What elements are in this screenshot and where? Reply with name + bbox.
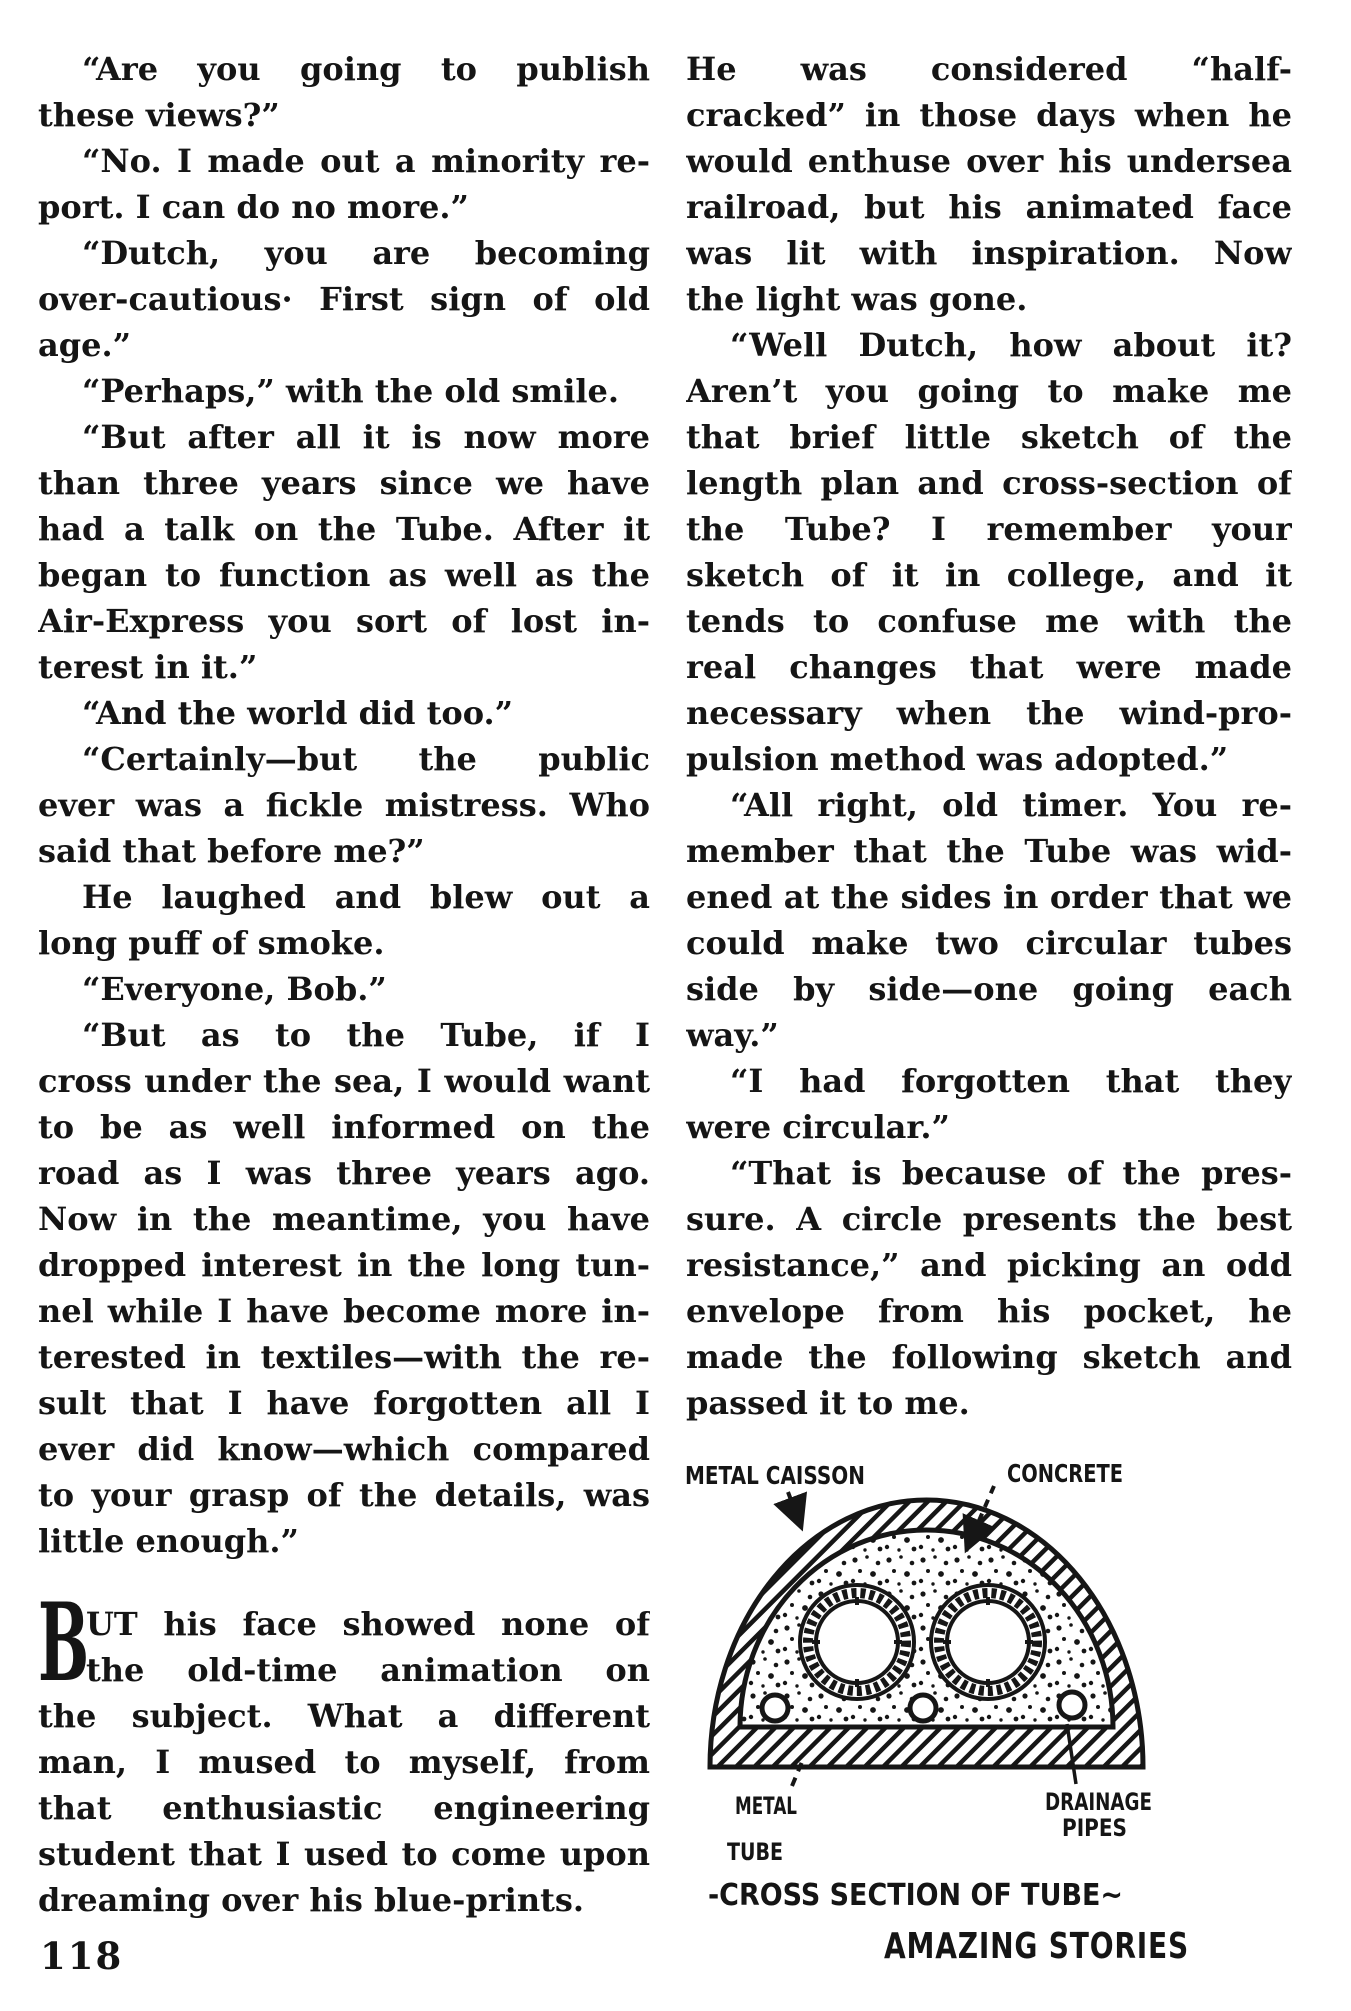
text-line: “And the world did too.”: [82, 694, 514, 732]
text-line: road as I was three years ago.: [38, 1154, 650, 1192]
metal-tube-left: [800, 1585, 914, 1699]
text-line: cross under the sea, I would want: [38, 1062, 650, 1100]
paragraph: [38, 230, 650, 368]
right-column-paragraphs: [686, 46, 1292, 1426]
text-line: side by side—one going each: [686, 970, 1292, 1008]
left-column: [38, 46, 650, 1923]
paragraph: [686, 1058, 1292, 1150]
text-line: Now in the meantime, you have: [38, 1200, 650, 1238]
text-line: the Tube? I remember your: [686, 510, 1292, 548]
text-line: UT his face showed none of: [86, 1605, 650, 1643]
paragraph: [38, 690, 650, 736]
drainage-pipe: [910, 1695, 936, 1721]
paragraph: [38, 414, 650, 690]
text-line: Aren’t you going to make me: [686, 372, 1292, 410]
metal-caisson-label: METAL CAISSON: [685, 1461, 865, 1490]
text-line: He laughed and blew out a: [82, 878, 650, 916]
text-line: port. I can do no more.”: [38, 188, 469, 226]
left-column-paragraphs: [38, 46, 650, 1564]
text-line: tends to confuse me with the: [686, 602, 1292, 640]
text-line: “I had forgotten that they: [730, 1062, 1292, 1100]
text-line: sult that I have forgotten all I: [38, 1384, 650, 1422]
text-line: little enough.”: [38, 1522, 299, 1560]
text-line: member that the Tube was wid-: [686, 832, 1292, 870]
text-line: terested in textiles—with the re-: [38, 1338, 650, 1376]
paragraph: [686, 46, 1292, 322]
paragraph: [686, 782, 1292, 1058]
text-line: long puff of smoke.: [38, 924, 385, 962]
text-line: terest in it.”: [38, 648, 258, 686]
text-line: “Certainly—but the public: [82, 740, 650, 778]
drainage-pipes-label-line2: PIPES: [1062, 1814, 1127, 1842]
text-line: dreaming over his blue-prints.: [38, 1881, 585, 1919]
dropcap-letter: B: [38, 1580, 90, 1706]
text-line: was lit with inspiration. Now: [686, 234, 1292, 272]
text-line: ened at the sides in order that we: [686, 878, 1292, 916]
text-line: ever did know—which compared: [38, 1430, 650, 1468]
text-line: said that before me?”: [38, 832, 425, 870]
text-line: necessary when the wind-pro-: [686, 694, 1292, 732]
text-line: way.”: [686, 1016, 779, 1054]
text-line: “All right, old timer. You re-: [730, 786, 1292, 824]
paragraph: [38, 1012, 650, 1564]
text-line: to your grasp of the details, was: [38, 1476, 650, 1514]
drainage-pipes-label-line1: DRAINAGE: [1045, 1788, 1152, 1816]
text-line: over-cautious· First sign of old: [38, 280, 650, 318]
metal-tube-label-line1: METAL: [735, 1792, 797, 1820]
metal-tube-right: [931, 1585, 1045, 1699]
text-line: began to function as well as the: [38, 556, 650, 594]
paragraph: [38, 368, 650, 414]
text-line: length plan and cross-section of: [686, 464, 1292, 502]
cross-section-diagram: [680, 1452, 1340, 1922]
text-line: ever was a fickle mistress. Who: [38, 786, 650, 824]
text-line: dropped interest in the long tun-: [38, 1246, 650, 1284]
text-line: “But as to the Tube, if I: [82, 1016, 650, 1054]
text-line: student that I used to come upon: [38, 1835, 650, 1873]
paragraph: [38, 736, 650, 874]
text-line: “Well Dutch, how about it?: [730, 326, 1292, 364]
text-line: the light was gone.: [686, 280, 1028, 318]
text-line: would enthuse over his undersea: [686, 142, 1292, 180]
right-column: [686, 46, 1292, 1426]
text-line: than three years since we have: [38, 464, 650, 502]
text-line: “But after all it is now more: [82, 418, 650, 456]
text-line: “Everyone, Bob.”: [82, 970, 387, 1008]
drainage-pipe: [1059, 1692, 1085, 1718]
text-line: man, I mused to myself, from: [38, 1743, 650, 1781]
page-number: 118: [40, 1934, 124, 1978]
text-line: railroad, but his animated face: [686, 188, 1292, 226]
text-line: Air-Express you sort of lost in-: [38, 602, 650, 640]
text-line: “Are you going to publish: [82, 50, 650, 88]
text-line: sketch of it in college, and it: [686, 556, 1292, 594]
paragraph: [38, 966, 650, 1012]
text-line: pulsion method was adopted.”: [686, 740, 1229, 778]
text-line: nel while I have become more in-: [38, 1292, 650, 1330]
text-line: had a talk on the Tube. After it: [38, 510, 650, 548]
text-line: He was considered “half-: [686, 50, 1292, 88]
text-line: passed it to me.: [686, 1384, 970, 1422]
dropcap-paragraph: [38, 1580, 650, 1923]
text-line: “That is because of the pres-: [730, 1154, 1292, 1192]
text-line: real changes that were made: [686, 648, 1292, 686]
concrete-label: CONCRETE: [1007, 1459, 1123, 1488]
text-line: the old-time animation on: [86, 1651, 650, 1689]
text-line: “No. I made out a minority re-: [82, 142, 650, 180]
text-line: these views?”: [38, 96, 280, 134]
metal-tube-label-line2: TUBE: [727, 1838, 783, 1866]
text-line: resistance,” and picking an odd: [686, 1246, 1292, 1284]
text-line: sure. A circle presents the best: [686, 1200, 1292, 1238]
text-line: envelope from his pocket, he: [686, 1292, 1292, 1330]
paragraph: [38, 874, 650, 966]
drainage-pipe: [762, 1695, 788, 1721]
text-line: “Dutch, you are becoming: [82, 234, 650, 272]
text-line: that brief little sketch of the: [686, 418, 1292, 456]
text-line: could make two circular tubes: [686, 924, 1292, 962]
diagram-caption: -CROSS SECTION OF TUBE~: [708, 1878, 1123, 1913]
text-line: to be as well informed on the: [38, 1108, 650, 1146]
text-line: “Perhaps,” with the old smile.: [82, 372, 620, 410]
text-line: made the following sketch and: [686, 1338, 1292, 1376]
text-line: the subject. What a different: [38, 1697, 650, 1735]
metal-caisson-leader-line: [788, 1492, 800, 1524]
paragraph: [38, 138, 650, 230]
paragraph: [38, 46, 650, 138]
text-line: age.”: [38, 326, 132, 364]
text-line: were circular.”: [686, 1108, 950, 1146]
text-line: that enthusiastic engineering: [38, 1789, 650, 1827]
magazine-title: AMAZING STORIES: [884, 1926, 1189, 1967]
text-line: cracked” in those days when he: [686, 96, 1292, 134]
paragraph: [686, 322, 1292, 782]
paragraph: [686, 1150, 1292, 1426]
